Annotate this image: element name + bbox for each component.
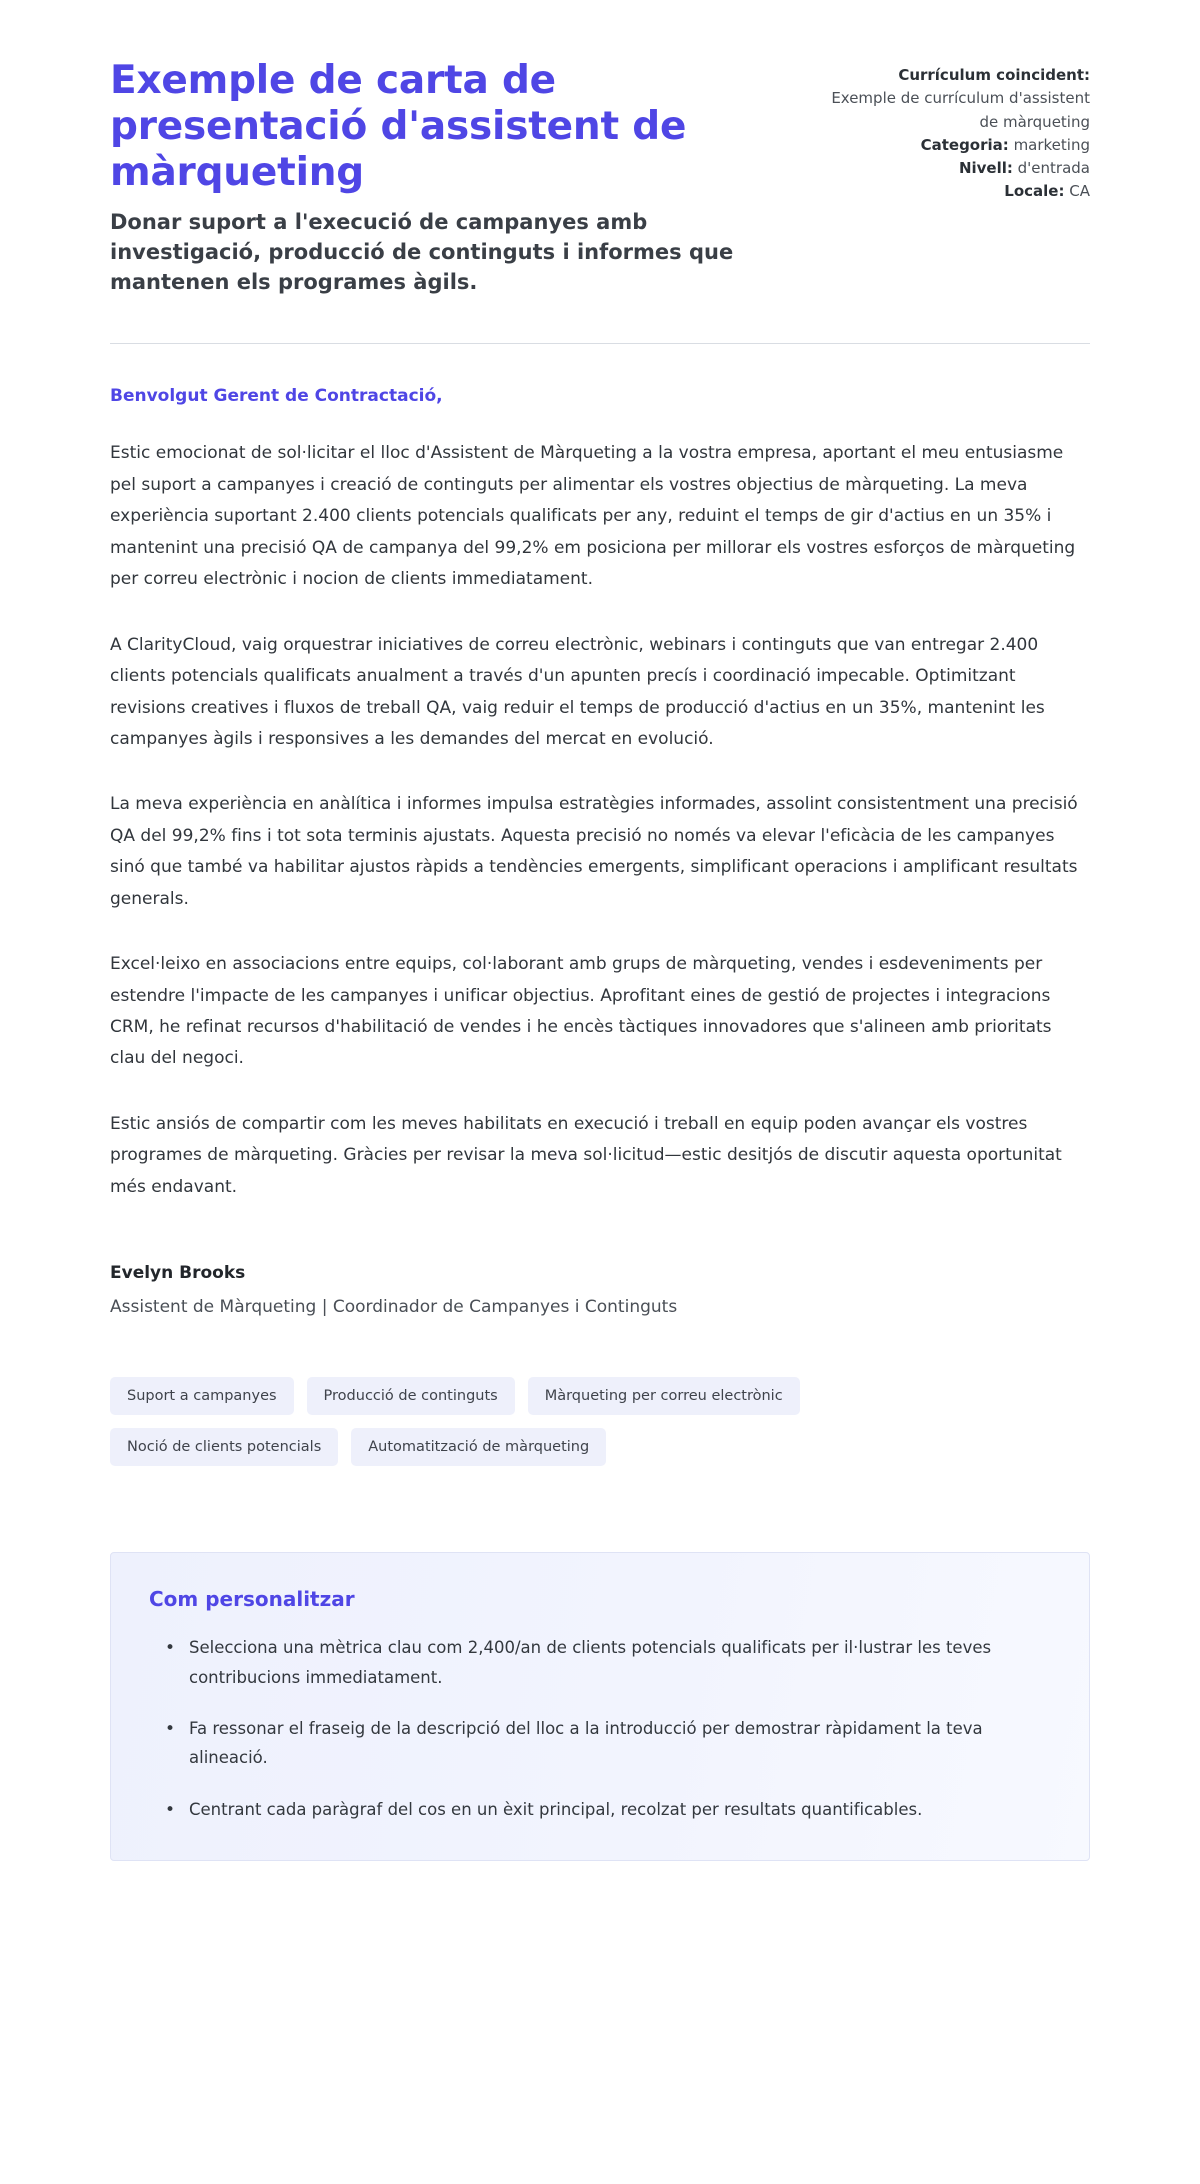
skill-tag-list [110, 1377, 930, 1466]
meta-locale-value: CA [1069, 182, 1090, 201]
letter-paragraph: Excel·leixo en associacions entre equips, col·laborant amb grups de màrqueting, vendes i esdeveniments per estendre l'impacte de les campanyes i unificar objectius. Aprofitant eines de gestió de projectes i integracions CRM, he refinat recursos d'habilitació de vendes i he encès tàctiques innovadores que s'alineen amb prioritats clau del negoci. [110, 954, 1052, 1069]
skill-tag: Producció de continguts [307, 1377, 515, 1415]
signature-role: Assistent de Màrqueting | Coordinador de Campanyes i Continguts [110, 1297, 678, 1318]
meta-category-label: Categoria: [920, 135, 1009, 154]
letter-paragraph: La meva experiència en anàlítica i informes impulsa estratègies informades, assolint consistentment una precisió QA del 99,2% fins i tot sota terminis ajustats. Aquesta precisió no només va elevar l'eficàcia de les campanyes sinó que també va habilitar ajustos ràpids a tendències emergents, simplificant operacions i amplificant resultats generals. [110, 794, 1078, 909]
skill-tag: Màrqueting per correu electrònic [528, 1377, 800, 1415]
skill-tag: Noció de clients potencials [110, 1428, 338, 1466]
meta-level-label: Nivell: [958, 159, 1013, 177]
meta-category [830, 134, 1090, 157]
callout-title: Com personalitzar [149, 1587, 355, 1612]
skill-tag: Automatització de màrqueting [351, 1428, 606, 1466]
callout-list-item: • Selecciona una mètrica clau com 2,400/an de clients potencials qualificats per il·lustrar les teves contribucions immediatament. [175, 1633, 1051, 1692]
how-to-customize-callout [110, 1552, 1090, 1861]
document-meta [830, 58, 1090, 204]
letter-body [110, 344, 1090, 1317]
letter-paragraph: Estic ansiós de compartir com les meves habilitats en execució i treball en equip poden avançar els vostres programes de màrqueting. Gràcies per revisar la meva sol·licitud—estic desitjós de discutir aquesta oportunitat més endavant. [110, 1113, 1062, 1197]
page-subtitle: Donar suport a l'execució de campanyes amb investigació, producció de continguts i informes que mantenen els programes àgils. [110, 210, 734, 294]
signature-block [110, 1263, 1090, 1317]
salutation: Benvolgut Gerent de Contractació, [110, 386, 443, 407]
page-title: Exemple de carta de presentació d'assistent de màrqueting [110, 58, 687, 196]
meta-level [830, 157, 1090, 180]
signature-name: Evelyn Brooks [110, 1263, 246, 1284]
meta-category-value: marketing [1013, 135, 1090, 154]
letter-paragraph: A ClarityCloud, vaig orquestrar iniciatives de correu electrònic, webinars i continguts que van entregar 2.400 clients potencials qualificats anualment a través d'un apunten precís i coordinació impecable. Optimitzant revisions creatives i fluxos de treball QA, vaig reduir el temps de producció d'actius en un 35%, mantenint les campanyes àgils i responsives a les demandes del mercat en evolució. [110, 634, 1045, 749]
meta-level-value: d'entrada [1017, 159, 1090, 177]
meta-match-label [830, 64, 1090, 87]
skill-tag: Suport a campanyes [110, 1377, 294, 1415]
callout-list-item: • Fa ressonar el fraseig de la descripció del lloc a la introducció per demostrar ràpidament la teva alineació. [175, 1714, 1051, 1773]
letter-paragraph: Estic emocionat de sol·licitar el lloc d'Assistent de Màrqueting a la vostra empresa, aportant el meu entusiasme pel suport a campanyes i creació de continguts per alimentar els vostres objectius de màrqueting. La meva experiència suportant 2.400 clients potencials qualificats per any, reduint el temps de gir d'actius en un 35% i mantenint una precisió QA de campanya del 99,2% em posiciona per millorar els vostres esforços de màrqueting per correu electrònic i nocion de clients immediatament. [110, 443, 1076, 590]
document-header [110, 58, 1090, 297]
callout-list [149, 1633, 1051, 1824]
header-left [110, 58, 790, 297]
meta-locale [830, 180, 1090, 203]
callout-list-item: • Centrant cada paràgraf del cos en un èxit principal, recolzat per resultats quantificables. [175, 1795, 1051, 1824]
meta-match-value: Exemple de currículum d'assistent de màrqueting [831, 89, 1090, 131]
meta-locale-label: Locale: [1004, 182, 1065, 201]
meta-match-label-text: Currículum coincident: [898, 66, 1090, 84]
